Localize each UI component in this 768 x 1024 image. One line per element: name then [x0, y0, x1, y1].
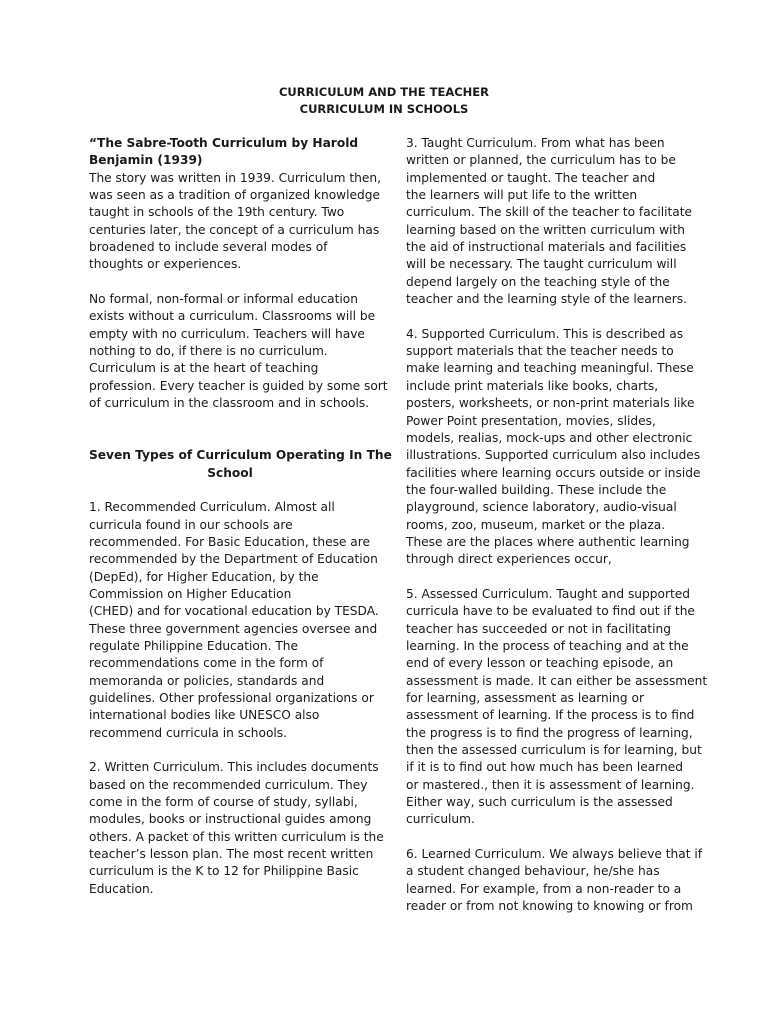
learned-curriculum-paragraph — [406, 846, 703, 915]
text-line: 4. Supported Curriculum. This is described as — [406, 326, 684, 341]
text-line: centuries later, the concept of a curriculum has — [89, 222, 380, 237]
recommended-curriculum-paragraph — [89, 499, 379, 742]
text-line: if it is to find out how much has been learned — [406, 760, 683, 775]
seven-types-heading — [89, 447, 392, 482]
text-line: recommend curricula in schools. — [89, 725, 288, 740]
no-formal-paragraph — [89, 291, 388, 412]
text-line: models, realias, mock-ups and other electronic — [406, 430, 693, 445]
text-line: (DepEd), for Higher Education, by the — [89, 569, 319, 584]
text-line: 2. Written Curriculum. This includes documents — [89, 760, 379, 775]
text-line: (CHED) and for vocational education by TESDA. — [89, 604, 379, 619]
text-line: memoranda or policies, standards and — [89, 673, 325, 688]
text-line: These three government agencies oversee and — [89, 621, 378, 636]
text-line: curriculum. The skill of the teacher to facilitate — [406, 205, 693, 220]
text-line: or mastered., then it is assessment of learning. — [406, 777, 695, 792]
text-line: rooms, zoo, museum, market or the plaza. — [406, 517, 666, 532]
text-line: Either way, such curriculum is the assessed — [406, 795, 673, 810]
text-line: implemented or taught. The teacher and — [406, 170, 656, 185]
text-line: broadened to include several modes of — [89, 240, 328, 255]
text-line: School — [207, 465, 253, 480]
text-line: curricula have to be evaluated to find out if the — [406, 604, 695, 619]
assessed-curriculum-paragraph — [406, 586, 708, 829]
text-line: profession. Every teacher is guided by some sort — [89, 378, 388, 393]
text-line: No formal, non-formal or informal education — [89, 292, 358, 307]
text-line: regulate Philippine Education. The — [89, 638, 298, 653]
text-line: depend largely on the teaching style of the — [406, 274, 670, 289]
text-line: curriculum is the K to 12 for Philippine Basic — [89, 864, 359, 879]
story-paragraph — [89, 170, 381, 274]
text-line: curricula found in our schools are — [89, 517, 293, 532]
document-title: CURRICULUM AND THE TEACHER — [278, 85, 490, 99]
text-line: nothing to do, if there is no curriculum. — [89, 344, 328, 359]
text-line: come in the form of course of study, syllabi, — [89, 795, 358, 810]
spacer — [89, 430, 371, 447]
text-line: recommendations come in the form of — [89, 656, 324, 671]
text-line: of curriculum in the classroom and in schools. — [89, 396, 370, 411]
written-curriculum-paragraph — [89, 759, 384, 898]
text-line: Curriculum is at the heart of teaching — [89, 361, 319, 376]
right-column — [406, 135, 708, 933]
text-line: the four-walled building. These include the — [406, 482, 667, 497]
text-line: taught in schools of the 19th century. Two — [89, 205, 345, 220]
text-line: include print materials like books, charts, — [406, 378, 659, 393]
text-line: recommended. For Basic Education, these are — [89, 534, 370, 549]
text-line: learning based on the written curriculum with — [406, 222, 685, 237]
text-line: modules, books or instructional guides among — [89, 812, 372, 827]
text-line: Benjamin (1939) — [89, 153, 203, 168]
text-line: exists without a curriculum. Classrooms will be — [89, 309, 376, 324]
text-line: empty with no curriculum. Teachers will have — [89, 326, 365, 341]
text-line: facilities where learning occurs outside or inside — [406, 465, 701, 480]
taught-curriculum-paragraph — [406, 135, 693, 308]
text-line: through direct experiences occur, — [406, 552, 612, 567]
text-line: 6. Learned Curriculum. We always believe that if — [406, 847, 703, 862]
text-line: Seven Types of Curriculum Operating In The — [89, 448, 392, 463]
text-line: 3. Taught Curriculum. From what has been — [406, 136, 665, 150]
text-line: Education. — [89, 881, 154, 896]
text-line: the aid of instructional materials and facilities — [406, 240, 687, 255]
text-line: 5. Assessed Curriculum. Taught and supported — [406, 586, 690, 601]
text-line: written or planned, the curriculum has to be — [406, 153, 676, 168]
text-line: posters, worksheets, or non-print materials like — [406, 396, 695, 411]
text-line: Power Point presentation, movies, slides, — [406, 413, 656, 428]
left-column — [89, 135, 392, 915]
text-line: the learners will put life to the written — [406, 188, 638, 203]
text-line: illustrations. Supported curriculum also includes — [406, 448, 701, 463]
text-line: end of every lesson or teaching episode, an — [406, 656, 674, 671]
text-line: learning. In the process of teaching and at the — [406, 638, 689, 653]
text-line: the progress is to find the progress of learning, — [406, 725, 693, 740]
text-line: 1. Recommended Curriculum. Almost all — [89, 500, 335, 515]
text-line: “The Sabre-Tooth Curriculum by Harold — [89, 136, 359, 150]
text-line: support materials that the teacher needs to — [406, 344, 674, 359]
text-line: Commission on Higher Education — [89, 586, 292, 601]
text-line: international bodies like UNESCO also — [89, 708, 320, 723]
text-line: then the assessed curriculum is for learning, but — [406, 743, 702, 758]
text-line: a student changed behaviour, he/she has — [406, 864, 660, 879]
document-subtitle: CURRICULUM IN SCHOOLS — [299, 102, 469, 116]
text-line: for learning, assessment as learning or — [406, 691, 644, 705]
text-line: These are the places where authentic learning — [406, 534, 690, 549]
text-line: was seen as a tradition of organized knowledge — [89, 188, 380, 203]
text-line: make learning and teaching meaningful. These — [406, 361, 694, 376]
text-line: others. A packet of this written curriculum is the — [89, 829, 384, 844]
document-header — [0, 84, 768, 118]
text-line: The story was written in 1939. Curriculum then, — [89, 170, 381, 185]
text-line: recommended by the Department of Education — [89, 552, 378, 567]
text-line: playground, science laboratory, audio-visual — [406, 500, 677, 515]
text-line: assessment of learning. If the process is to find — [406, 708, 695, 723]
text-line: learned. For example, from a non-reader to a — [406, 881, 682, 896]
text-line: based on the recommended curriculum. They — [89, 777, 368, 792]
text-line: thoughts or experiences. — [89, 257, 242, 272]
story-title — [89, 135, 371, 170]
supported-curriculum-paragraph — [406, 326, 701, 569]
text-line: teacher has succeeded or not in facilitating — [406, 621, 671, 636]
text-line: teacher’s lesson plan. The most recent written — [89, 847, 374, 862]
text-line: assessment is made. It can either be assessment — [406, 673, 708, 688]
text-line: guidelines. Other professional organizations or — [89, 691, 374, 705]
text-line: teacher and the learning style of the learners. — [406, 292, 688, 307]
text-line: will be necessary. The taught curriculum will — [406, 257, 677, 272]
text-line: reader or from not knowing to knowing or from — [406, 899, 693, 914]
text-line: curriculum. — [406, 812, 475, 827]
